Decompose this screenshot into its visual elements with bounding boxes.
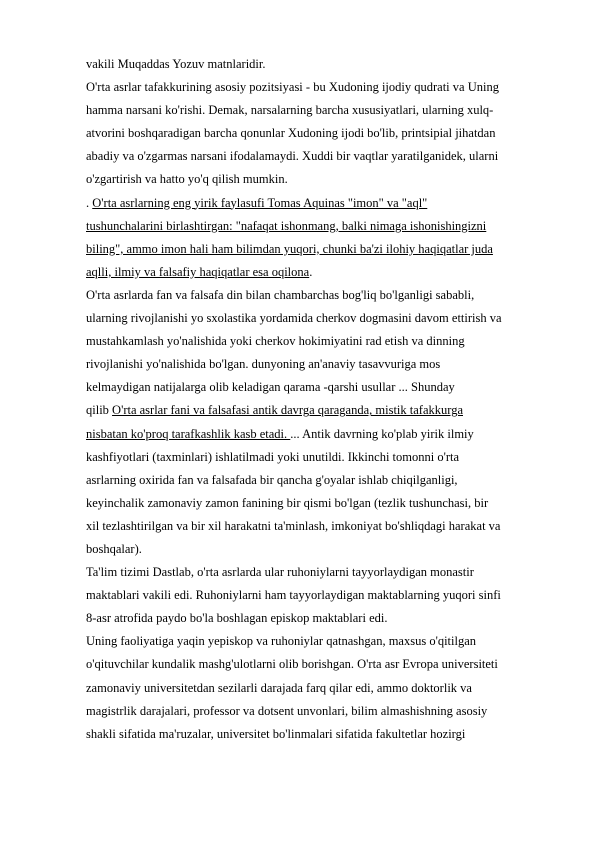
text-line <box>86 584 556 607</box>
body-text: rivojlanishi yo'nalishida bo'lgan. dunyoning an'anaviy tasavvuriga mos <box>86 357 441 372</box>
body-text: mustahkamlash yo'nalishida yoki cherkov hokimiyatini rad etish va dinning <box>86 334 465 349</box>
body-text: boshqalar). <box>86 541 142 556</box>
body-text: maktablari vakili edi. Ruhoniylarni ham tayyorlaydigan maktablarning yuqori sinfi <box>86 588 501 603</box>
body-text: ... Antik davrning ko'plab yirik ilmiy <box>290 426 474 441</box>
text-line <box>86 630 556 653</box>
underlined-link-text[interactable]: aqlli, ilmiy va falsafiy haqiqatlar esa oqilona <box>86 264 310 279</box>
text-line <box>86 469 556 492</box>
underlined-link-text[interactable]: O'rta asrlarning eng yirik faylasufi Tomas Aquinas "imon" va "aql" <box>92 195 428 210</box>
text-line <box>86 168 556 191</box>
body-text: 8-asr atrofida paydo bo'la boshlagan episkop maktablari edi. <box>86 611 388 626</box>
body-text: hamma narsani ko'rishi. Demak, narsalarning barcha xususiyatlari, ularning xulq- <box>86 103 494 118</box>
text-line <box>86 653 556 676</box>
text-line <box>86 376 556 399</box>
body-text: . <box>86 195 93 210</box>
body-text: zamonaviy universitetdan sezilarli darajada farq qilar edi, ammo doktorlik va <box>86 680 472 695</box>
text-line <box>86 700 556 723</box>
text-line <box>86 515 556 538</box>
text-line <box>86 561 556 584</box>
body-text: O'rta asrlarda fan va falsafa din bilan chambarchas bog'liq bo'lganligi sababli, <box>86 287 475 302</box>
body-text: qilib <box>86 403 113 418</box>
body-text: xil tezlashtirilgan va bir xil harakatni ta'minlash, imkoniyat bo'shliqdagi harakat va <box>86 518 501 533</box>
text-line <box>86 399 556 422</box>
underlined-link-text[interactable]: tushunchalarini birlashtirgan: "nafaqat ishonmang, balki nimaga ishonishingizni <box>86 218 487 233</box>
underlined-link-text[interactable]: nisbatan ko'proq tarafkashlik kasb etadi. <box>86 426 291 441</box>
body-text: Uning faoliyatiga yaqin yepiskop va ruhoniylar qatnashgan, maxsus o'qitilgan <box>86 634 477 649</box>
text-line <box>86 492 556 515</box>
body-text: o'qituvchilar kundalik mashg'ulotlarni olib borishgan. O'rta asr Evropa universiteti <box>86 657 498 672</box>
body-text: abadiy va o'zgarmas narsani ifodalamaydi. Xuddi bir vaqtlar yaratilganidek, ularni <box>86 149 499 164</box>
text-line <box>86 76 556 99</box>
text-line <box>86 307 556 330</box>
text-line <box>86 538 556 561</box>
body-text: Ta'lim tizimi Dastlab, o'rta asrlarda ular ruhoniylarni tayyorlaydigan monastir <box>86 565 474 580</box>
underlined-link-text[interactable]: biling", ammo imon hali ham bilimdan yuqori, chunki ba'zi ilohiy haqiqatlar juda <box>86 241 493 256</box>
body-text: ularning rivojlanishi yo sxolastika yordamida cherkov dogmasini davom ettirish va <box>86 311 502 326</box>
text-line <box>86 122 556 145</box>
body-text: kashfiyotlari (taxminlari) ishlatilmadi yoki unutildi. Ikkinchi tomonni o'rta <box>86 449 460 464</box>
body-text: . <box>309 264 313 279</box>
text-line <box>86 145 556 168</box>
text-line <box>86 284 556 307</box>
text-line <box>86 261 556 284</box>
body-text: keyinchalik zamonaviy zamon fanining bir qismi bo'lgan (tezlik tushunchasi, bir <box>86 495 489 510</box>
text-line <box>86 238 556 261</box>
body-text: shakli sifatida ma'ruzalar, universitet bo'linmalari sifatida fakultetlar hozirgi <box>86 726 466 741</box>
text-line <box>86 353 556 376</box>
body-text: magistrlik darajalari, professor va dotsent unvonlari, bilim almashishning asosiy <box>86 703 488 718</box>
text-line <box>86 607 556 630</box>
body-text: kelmaydigan natijalarga olib keladigan qarama -qarshi usullar ... Shunday <box>86 380 455 395</box>
body-text: vakili Muqaddas Yozuv matnlaridir. <box>86 57 266 71</box>
text-line <box>86 677 556 700</box>
text-line <box>86 330 556 353</box>
text-line <box>86 99 556 122</box>
text-line <box>86 192 556 215</box>
text-line <box>86 53 556 76</box>
text-line <box>86 723 556 746</box>
body-text: o'zgartirish va hatto yo'q qilish mumkin. <box>86 172 288 187</box>
document-page <box>86 53 556 746</box>
underlined-link-text[interactable]: O'rta asrlar fani va falsafasi antik davrga qaraganda, mistik tafakkurga <box>112 403 463 418</box>
text-line <box>86 446 556 469</box>
text-line <box>86 423 556 446</box>
body-text: O'rta asrlar tafakkurining asosiy pozitsiyasi - bu Xudoning ijodiy qudrati va Uning <box>86 80 499 95</box>
body-text: atvorini boshqaradigan barcha qonunlar Xudoning ijodi bo'lib, printsipial jihatdan <box>86 126 496 141</box>
text-line <box>86 215 556 238</box>
body-text: asrlarning oxirida fan va falsafada bir qancha g'oyalar ishlab chiqilganligi, <box>86 472 458 487</box>
